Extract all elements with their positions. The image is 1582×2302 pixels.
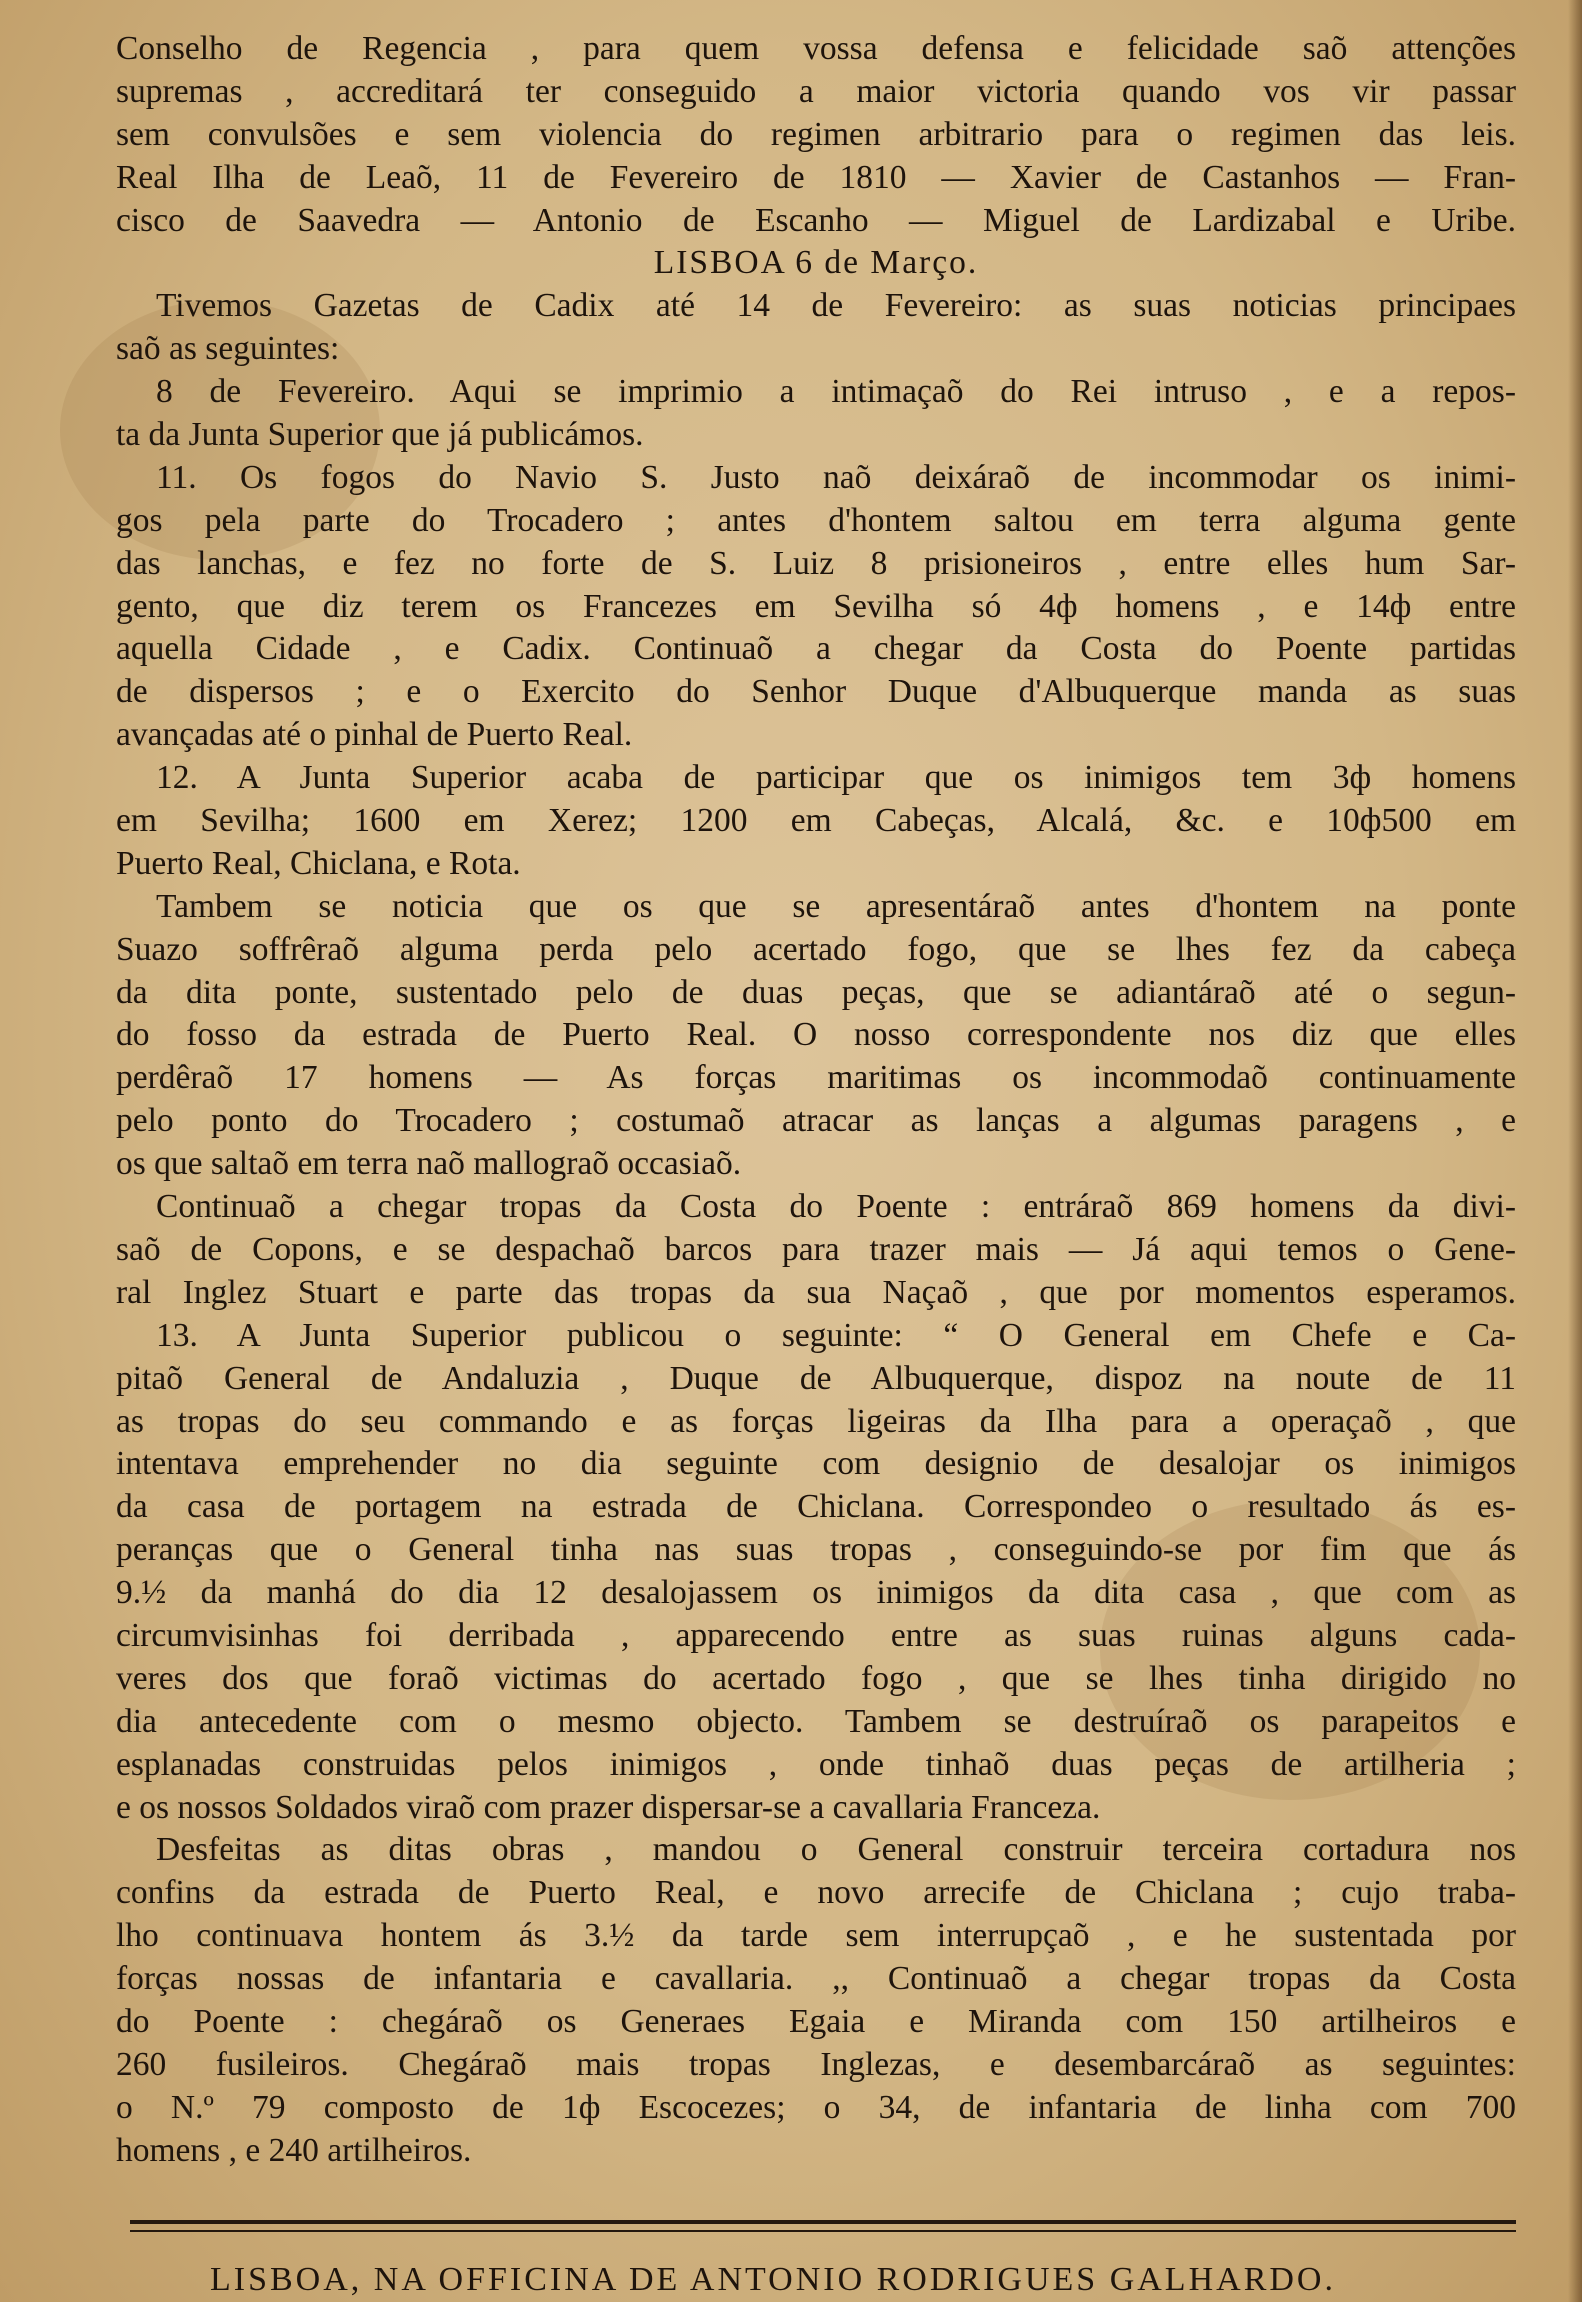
text-line: pelo ponto do Trocadero ; costumaõ atracar as lanças a algumas paragens , e (116, 1102, 1516, 1140)
text-line: Conselho de Regencia , para quem vossa defensa e felicidade saõ attenções (116, 30, 1516, 67)
text-line: perdêraõ 17 homens — As forças maritimas os incommodaõ continuamente (116, 1059, 1516, 1097)
text-line: ta da Junta Superior que já publicámos. (116, 416, 644, 454)
text-line: pitaõ General de Andaluzia , Duque de Albuquerque, dispoz na noute de 11 (116, 1359, 1516, 1397)
text-line: do Poente : chegáraõ os Generaes Egaia e Miranda com 150 artilheiros e (116, 2002, 1516, 2040)
text-line: 13. A Junta Superior publicou o seguinte: “ O General em Chefe e Ca- (156, 1316, 1516, 1354)
text-line: peranças que o General tinha nas suas tropas , conseguindo-se por fim que ás (116, 1531, 1516, 1569)
text-line: Suazo soffrêraõ alguma perda pelo acertado fogo, que se lhes fez da cabeça (116, 930, 1516, 968)
text-line: 11. Os fogos do Navio S. Justo naõ deixáraõ de incommodar os inimi- (156, 458, 1516, 496)
dateline-heading: LISBOA 6 de Março. (653, 244, 979, 282)
text-line: aquella Cidade , e Cadix. Continuaõ a chegar da Costa do Poente partidas (116, 630, 1516, 668)
text-line: lho continuava hontem ás 3.½ da tarde sem interrupçaõ , e he sustentada por (116, 1917, 1516, 1955)
text-line: as tropas do seu commando e as forças ligeiras da Ilha para a operaçaõ , que (116, 1402, 1516, 1440)
text-line: sem convulsões e sem violencia do regimen arbitrario para o regimen das leis. (116, 115, 1516, 153)
text-line: e os nossos Soldados viraõ com prazer dispersar-se a cavallaria Franceza. (116, 1788, 1101, 1826)
text-line: intentava emprehender no dia seguinte com designio de desalojar os inimigos (116, 1445, 1516, 1483)
article-text (116, 28, 1516, 2173)
text-line: da casa de portagem na estrada de Chiclana. Correspondeo o resultado ás es- (116, 1488, 1516, 1526)
text-line: saõ as seguintes: (116, 330, 340, 368)
text-line: dia antecedente com o mesmo objecto. Tambem se destruíraõ os parapeitos e (116, 1702, 1516, 1740)
text-line: saõ de Copons, e se despachaõ barcos para trazer mais — Já aqui temos o Gene- (116, 1230, 1516, 1268)
text-line: avançadas até o pinhal de Puerto Real. (116, 716, 633, 754)
text-line: Desfeitas as ditas obras , mandou o General construir terceira cortadura nos (156, 1831, 1516, 1869)
text-line: 9.½ da manhá do dia 12 desalojassem os inimigos da dita casa , que com as (116, 1574, 1516, 1612)
printer-imprint: LISBOA, NA OFFICINA DE ANTONIO RODRIGUES GALHARDO. (210, 2261, 1336, 2298)
text-line: do fosso da estrada de Puerto Real. O nosso correspondente nos diz que elles (116, 1016, 1516, 1054)
text-line: Continuaõ a chegar tropas da Costa do Poente : entráraõ 869 homens da divi- (156, 1188, 1516, 1226)
text-line: das lanchas, e fez no forte de S. Luiz 8 prisioneiros , entre elles hum Sar- (116, 544, 1516, 582)
text-line: supremas , accreditará ter conseguido a maior victoria quando vos vir passar (116, 72, 1516, 110)
text-line: os que saltaõ em terra naõ mallograõ occasiaõ. (116, 1145, 742, 1183)
text-line: Tambem se noticia que os que se apresentáraõ antes d'hontem na ponte (156, 887, 1516, 925)
text-line: 12. A Junta Superior acaba de participar que os inimigos tem 3ф homens (156, 759, 1516, 797)
text-line: gento, que diz terem os Francezes em Sevilha só 4ф homens , e 14ф entre (116, 587, 1516, 625)
text-line: cisco de Saavedra — Antonio de Escanho — Miguel de Lardizabal e Uribe. (116, 201, 1516, 239)
text-line: 260 fusileiros. Chegáraõ mais tropas Inglezas, e desembarcáraõ as seguintes: (116, 2045, 1516, 2083)
text-line: confins da estrada de Puerto Real, e novo arrecife de Chiclana ; cujo traba- (116, 1874, 1516, 1912)
text-line: em Sevilha; 1600 em Xerez; 1200 em Cabeças, Alcalá, &c. e 10ф500 em (116, 802, 1516, 840)
text-line: da dita ponte, sustentado pelo de duas peças, que se adiantáraõ até o segun- (116, 973, 1516, 1011)
text-line: Puerto Real, Chiclana, e Rota. (116, 844, 521, 882)
text-line: de dispersos ; e o Exercito do Senhor Duque d'Albuquerque manda as suas (116, 673, 1516, 711)
text-line: ral Inglez Stuart e parte das tropas da sua Naçaõ , que por momentos esperamos. (116, 1273, 1516, 1311)
text-line: circumvisinhas foi derribada , apparecendo entre as suas ruinas alguns cada- (116, 1616, 1516, 1654)
text-line: gos pela parte do Trocadero ; antes d'hontem saltou em terra alguma gente (116, 501, 1516, 539)
text-line: 8 de Fevereiro. Aqui se imprimio a intimaçaõ do Rei intruso , e a repos- (156, 373, 1516, 411)
footer-rule (130, 2220, 1516, 2232)
page-edge-shadow (1568, 0, 1582, 2302)
text-line: homens , e 240 artilheiros. (116, 2131, 472, 2169)
text-line: veres dos que foraõ victimas do acertado fogo , que se lhes tinha dirigido no (116, 1659, 1516, 1697)
text-line: Real Ilha de Leaõ, 11 de Fevereiro de 1810 — Xavier de Castanhos — Fran- (116, 158, 1516, 196)
text-line: forças nossas de infantaria e cavallaria. ,, Continuaõ a chegar tropas da Costa (116, 1960, 1516, 1998)
text-line: o N.º 79 composto de 1ф Escocezes; o 34, de infantaria de linha com 700 (116, 2088, 1516, 2126)
text-line: Tivemos Gazetas de Cadix até 14 de Fevereiro: as suas noticias principaes (156, 287, 1516, 325)
text-line: esplanadas construidas pelos inimigos , onde tinhaõ duas peças de artilheria ; (116, 1745, 1516, 1783)
